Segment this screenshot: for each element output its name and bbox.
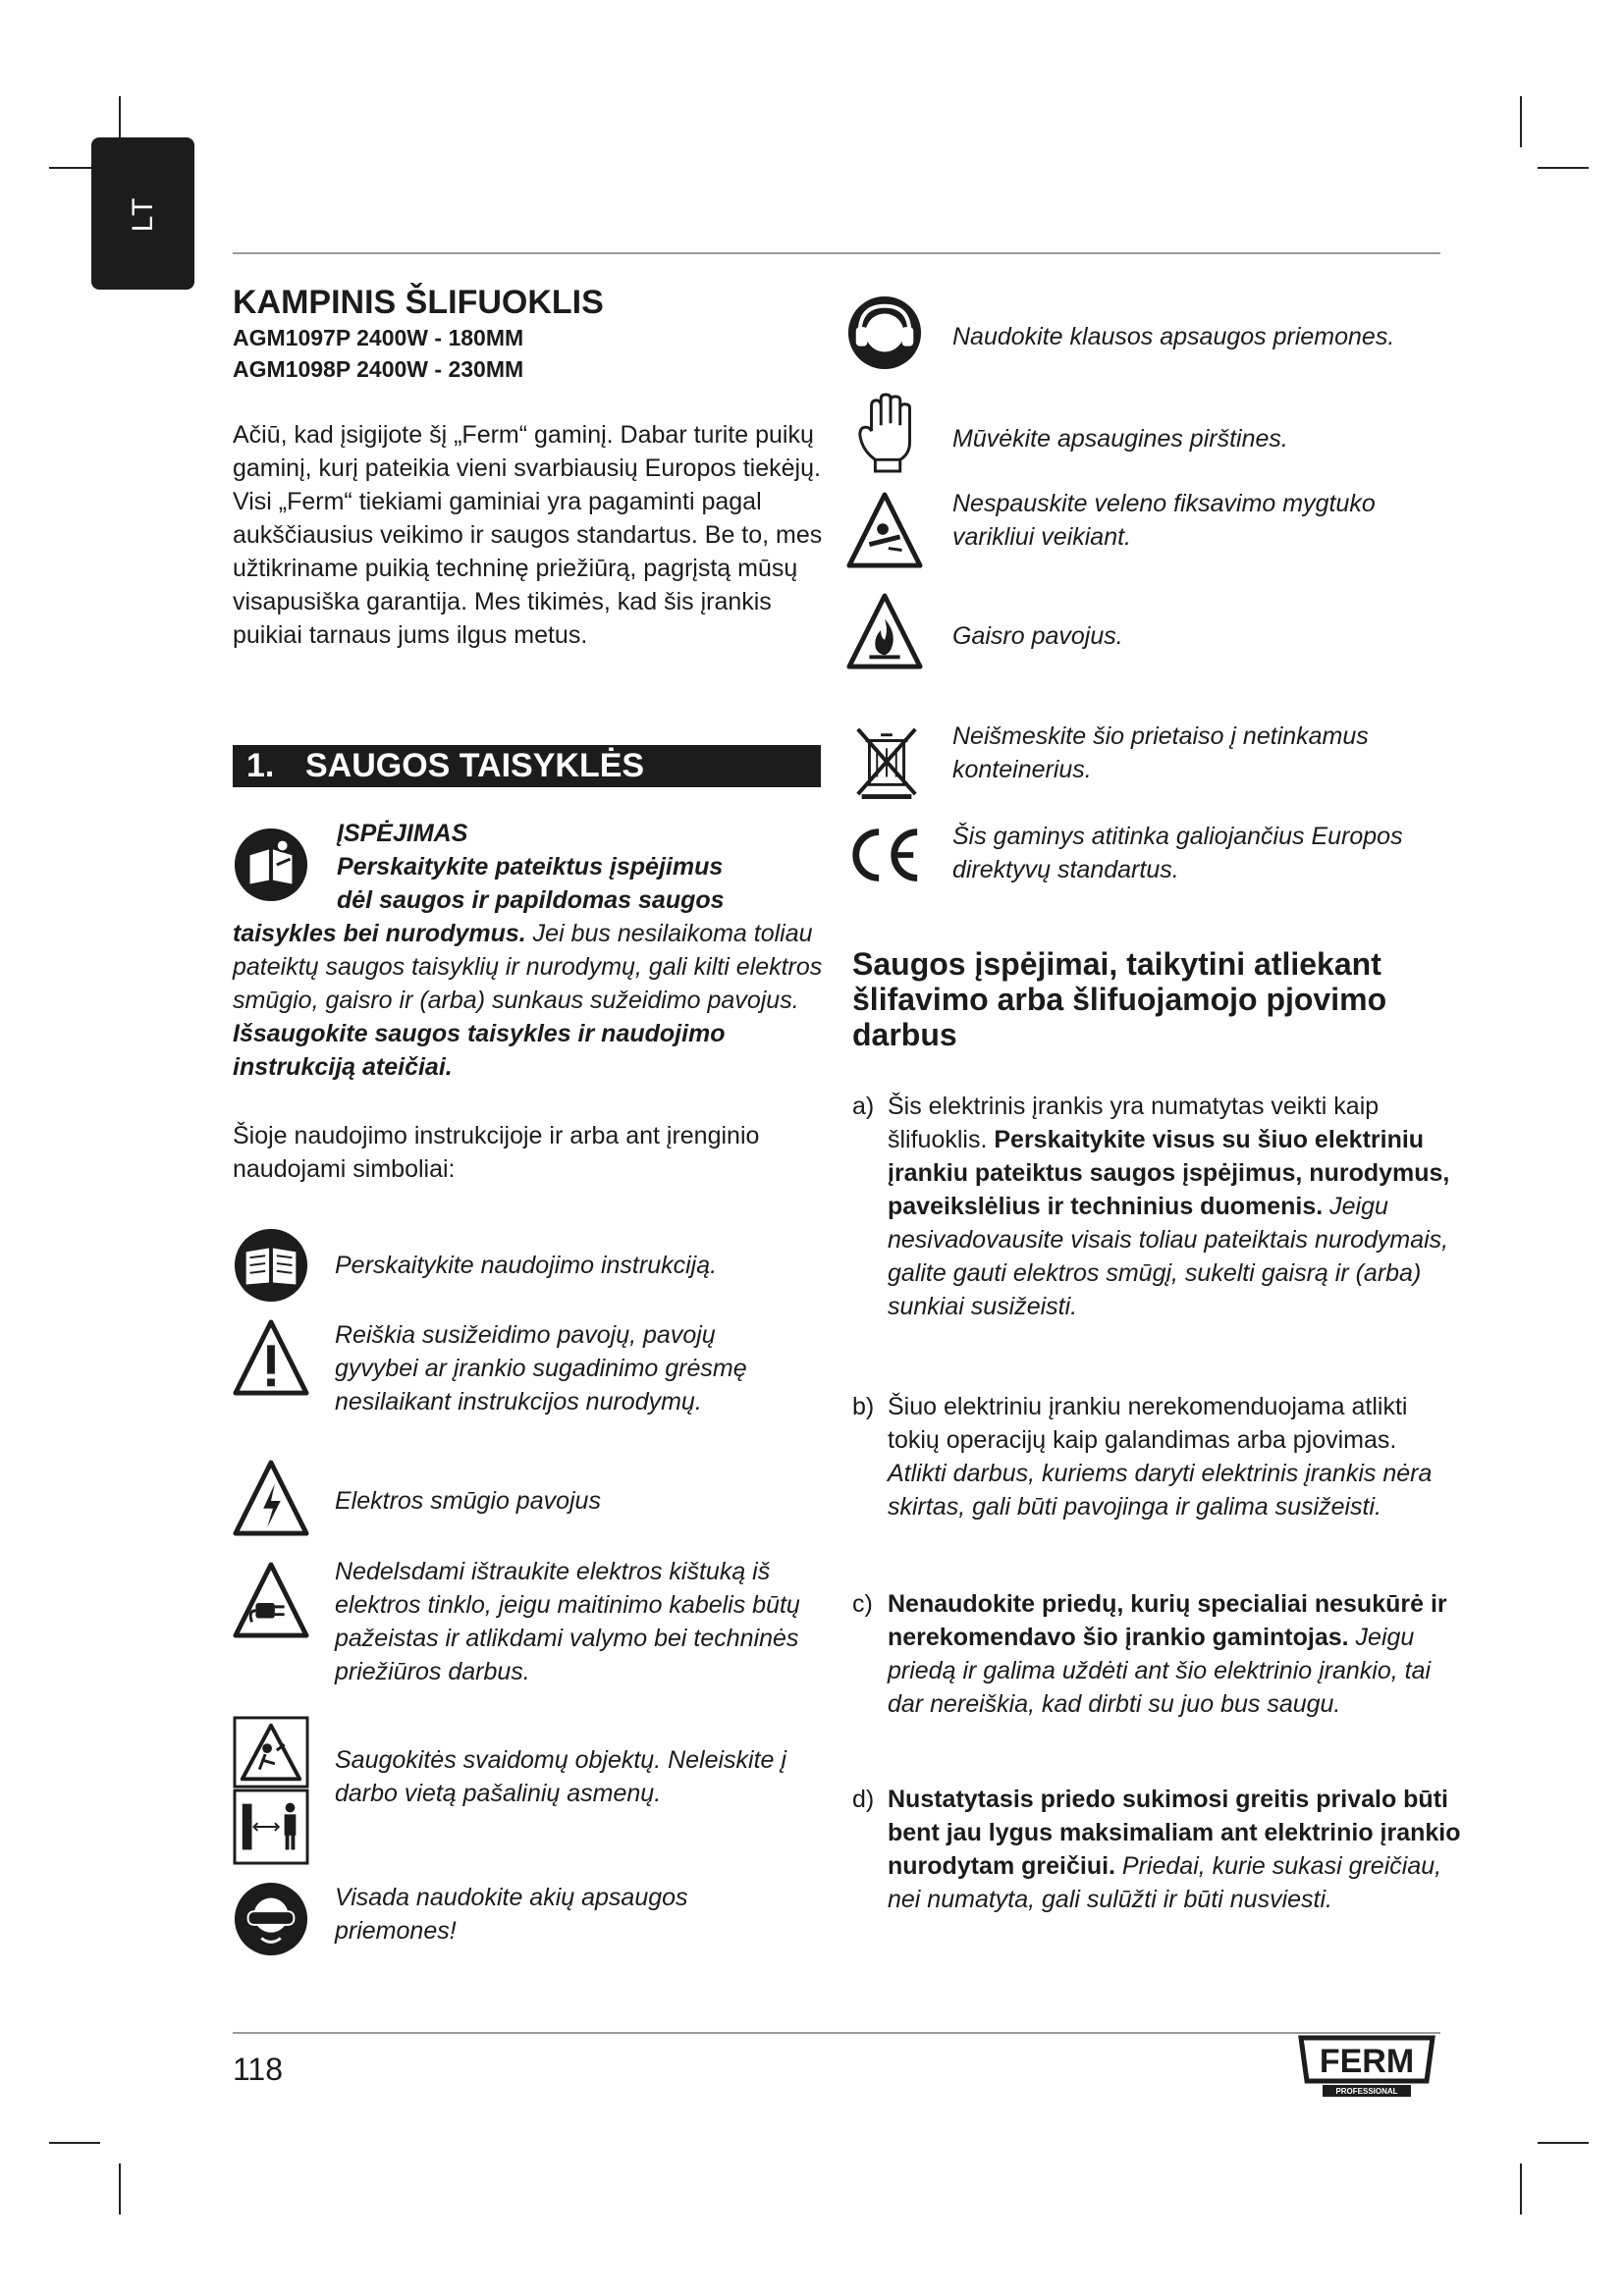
symbol-text: Saugokitės svaidomų objektų. Neleiskite į darbo vietą pašalinių asmenų. xyxy=(335,1746,786,1807)
crop-mark xyxy=(1520,2163,1522,2215)
ear-protection-icon xyxy=(846,294,923,371)
symbol-text: Reiškia susižeidimo pavojų, pavojų gyvybei ar įrankio sugadinimo grėsmę nesilaikant instrukcijos nurodymų. xyxy=(335,1321,747,1415)
warning-bold-line-2: dėl saugos ir papildomas saugos xyxy=(337,886,725,914)
warning-block xyxy=(233,817,827,1084)
ferm-logo xyxy=(1293,2032,1440,2099)
warning-body xyxy=(233,917,827,1084)
item-letter: d) xyxy=(852,1786,875,1813)
item-italic: Jeigu nesivadovausite visais toliau pateiktais nurodymais, galite gauti elektros smūgį, sukelti gaisrą ir (arba) sunkiai susižeisti. xyxy=(888,1193,1449,1320)
warning-bold-line-3: taisykles bei nurodymus. xyxy=(233,920,526,947)
fire-hazard-icon xyxy=(846,592,923,672)
safety-item-d xyxy=(852,1783,1461,1916)
item-plain: Šiuo elektriniu įrankiu nerekomenduojama atlikti tokių operacijų kaip galandimas arba pjovimas. xyxy=(888,1393,1408,1454)
warning-text: Jei bus nesilaikoma toliau pateiktų saugos taisyklių ir nurodymų, gali kilti elektros smūgio, gaisro ir (arba) sunkaus sužeidimo pavojus. xyxy=(233,920,823,1014)
symbols-intro: Šioje naudojimo instrukcijoje ir arba ant įrenginio naudojami simboliai: xyxy=(233,1122,760,1183)
page-title: KAMPINIS ŠLIFUOKLIS xyxy=(233,284,604,321)
safety-item-b xyxy=(852,1390,1461,1523)
item-bold: Perskaitykite visus su šiuo elektriniu įrankiu pateiktus saugos įspėjimus, nurodymus, paveikslėlius ir techninius duomenis. xyxy=(888,1126,1450,1220)
symbol-text: Elektros smūgio pavojus xyxy=(335,1487,601,1515)
model-line-1: AGM1097P 2400W - 180MM xyxy=(233,325,524,350)
safety-warnings-heading: Saugos įspėjimai, taikytini atliekant šlifavimo arba šlifuojamojo pjovimo darbus xyxy=(852,946,1387,1052)
symbol-text: Šis gaminys atitinka galiojančius Europos direktyvų standartus. xyxy=(952,823,1403,883)
warning-triangle-icon xyxy=(233,1318,309,1399)
footer-rule xyxy=(233,2032,1440,2034)
crop-mark xyxy=(49,2142,100,2144)
flying-objects-icon xyxy=(233,1716,309,1865)
electric-shock-icon xyxy=(233,1459,309,1539)
crop-mark xyxy=(119,2163,121,2215)
symbol-text: Nedelsdami ištraukite elektros kištuką iš elektros tinklo, jeigu maitinimo kabelis būtų pažeistas ir atlikdami valymo bei techninės priežiūros darbus. xyxy=(335,1558,800,1685)
page-number: 118 xyxy=(233,2052,284,2087)
item-italic: Atlikti darbus, kuriems daryti elektrinis įrankis nėra skirtas, gali būti pavojinga ir galima susižeisti. xyxy=(888,1460,1433,1521)
item-plain: Šis elektrinis įrankis yra numatytas veikti kaip šlifuoklis. xyxy=(888,1093,1380,1153)
language-tab-label: LT xyxy=(126,195,159,232)
unplug-icon xyxy=(233,1561,309,1641)
item-italic: Priedai, kurie sukasi greičiau, nei numatyta, gali sulūžti ir būti nusviesti. xyxy=(888,1852,1442,1913)
crossed-bin-icon xyxy=(848,720,925,800)
crop-mark xyxy=(1538,167,1589,169)
crop-mark xyxy=(1538,2142,1589,2144)
warning-heading: ĮSPĖJIMAS xyxy=(337,820,468,847)
symbol-text: Gaisro pavojus. xyxy=(952,622,1123,650)
warning-bold-line-1: Perskaitykite pateiktus įspėjimus xyxy=(337,853,724,881)
header-rule xyxy=(233,252,1440,254)
intro-block xyxy=(233,283,827,652)
item-bold: Nenaudokite priedų, kurių specialiai nesukūrė ir nerekomendavo šio įrankio gamintojas. xyxy=(888,1590,1447,1651)
language-tab xyxy=(91,137,194,290)
item-letter: c) xyxy=(852,1590,873,1618)
item-italic: Jeigu priedą ir galima uždėti ant šio elektrinio įrankio, tai dar nereiškia, kad dirbti su juo bus saugu. xyxy=(888,1624,1432,1718)
safety-item-c xyxy=(852,1587,1461,1721)
manual-book-icon xyxy=(233,1227,309,1304)
logo-sub: PROFESSIONAL xyxy=(1335,2087,1398,2096)
warning-bold-end: Išsaugokite saugos taisykles ir naudojimo instrukciją ateičiai. xyxy=(233,1020,726,1081)
item-letter: a) xyxy=(852,1093,875,1120)
symbol-text: Perskaitykite naudojimo instrukciją. xyxy=(335,1252,718,1279)
item-bold: Nustatytasis priedo sukimosi greitis privalo būti bent jau lygus maksimaliam ant elektrinio įrankio nurodytam greičiui. xyxy=(888,1786,1461,1880)
symbol-text: Nespauskite veleno fiksavimo mygtuko varikliui veikiant. xyxy=(952,490,1376,551)
intro-paragraph: Ačiū, kad įsigijote šį „Ferm“ gaminį. Dabar turite puikų gaminį, kurį pateikia vieni svarbiausių Europos tiekėjų. Visi „Ferm“ tiekiami gaminiai yra pagaminti pagal aukščiausius veikimo ir saugos standartus. Be to, mes užtikriname puikią techninę priežiūrą, pagrįstą mūsų visapusiška garantija. Mes tikimės, kad šis įrankis puikiai tarnaus jums ilgus metus. xyxy=(233,421,823,649)
symbol-text: Naudokite klausos apsaugos priemones. xyxy=(952,323,1395,350)
symbol-text: Mūvėkite apsaugines pirštines. xyxy=(952,425,1288,453)
eye-protection-icon xyxy=(233,1881,309,1957)
gloves-icon xyxy=(852,393,929,473)
section-heading xyxy=(233,745,821,787)
safety-item-a xyxy=(852,1090,1461,1323)
section-title: SAUGOS TAISYKLĖS xyxy=(305,747,645,784)
read-manual-warning-icon xyxy=(233,827,309,903)
model-line-2: AGM1098P 2400W - 230MM xyxy=(233,356,524,382)
crop-mark xyxy=(1520,96,1522,147)
symbol-text: Neišmeskite šio prietaiso į netinkamus konteinerius. xyxy=(952,722,1369,783)
section-number: 1. xyxy=(246,747,275,784)
item-letter: b) xyxy=(852,1393,875,1420)
logo-brand: FERM xyxy=(1319,2043,1415,2080)
spindle-lock-warning-icon xyxy=(846,491,923,571)
ce-mark-icon xyxy=(846,824,923,886)
symbol-text: Visada naudokite akių apsaugos priemones! xyxy=(335,1884,688,1945)
